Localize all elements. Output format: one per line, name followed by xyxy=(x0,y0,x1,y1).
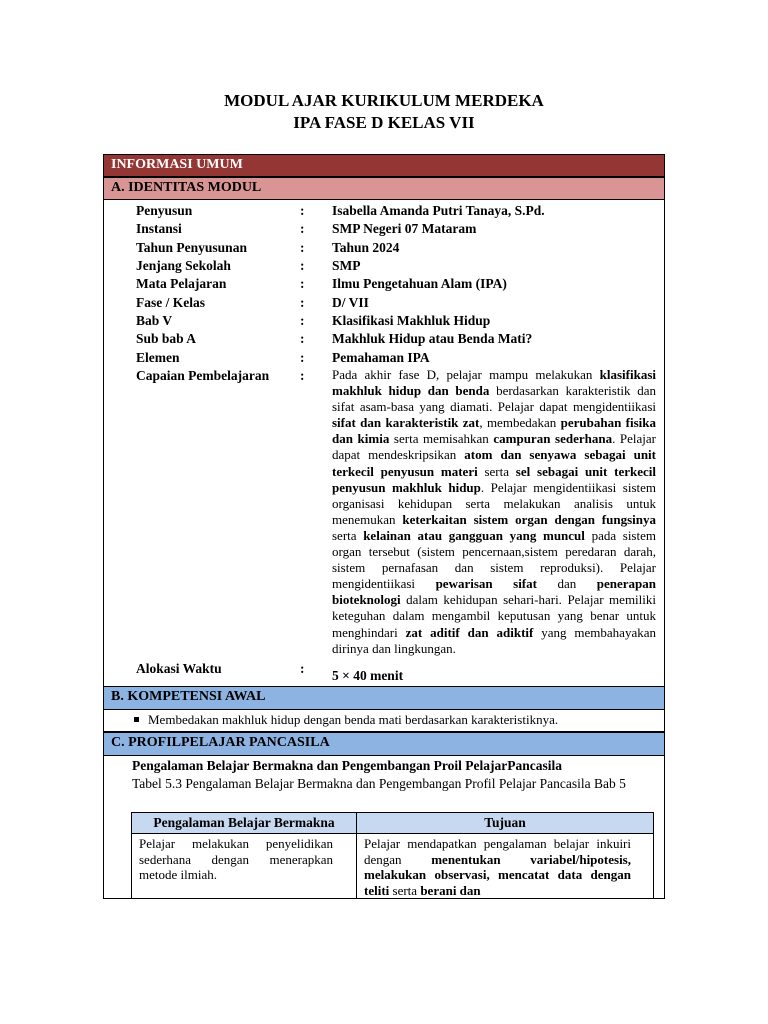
bold-text-segment: keterkaitan sistem organ dengan fungsinya xyxy=(402,511,656,527)
colon-separator: : xyxy=(300,368,305,383)
bold-text-segment: perubahan fisika dan kimia xyxy=(332,415,656,447)
colon-separator: : xyxy=(300,258,305,273)
square-bullet-icon xyxy=(134,717,139,722)
bold-text-segment: menentukan variabel/hipotesis, melakukan observasi, mencatat data dengan teliti xyxy=(364,851,631,898)
colon-separator: : xyxy=(300,203,305,218)
value-elemen: Pemahaman IPA xyxy=(332,350,430,365)
subsection-heading: Pengalaman Belajar Bermakna dan Pengembangan Proil PelajarPancasila xyxy=(132,758,562,773)
doc-title-line2: IPA FASE D KELAS VII xyxy=(293,113,475,132)
label-jenjang-sekolah: Jenjang Sekolah xyxy=(136,258,231,273)
value-bab: Klasifikasi Makhluk Hidup xyxy=(332,313,491,328)
text-segment: serta xyxy=(477,463,516,479)
value-tahun-penyusunan: Tahun 2024 xyxy=(332,240,400,255)
value-mata-pelajaran: Ilmu Pengetahuan Alam (IPA) xyxy=(332,276,507,291)
colon-separator: : xyxy=(300,221,305,236)
text-segment: serta xyxy=(389,882,421,898)
value-penyusun: Isabella Amanda Putri Tanaya, S.Pd. xyxy=(332,203,545,218)
bold-text-segment: pewarisan sifat xyxy=(435,576,537,592)
kompetensi-list-item xyxy=(134,712,558,728)
bold-text-segment: sifat dan karakteristik zat xyxy=(332,415,480,431)
text-segment: Pelajar mendapatkan pengalaman belajar inkuiri dengan xyxy=(364,836,631,867)
colon-separator: : xyxy=(300,661,305,676)
text-segment: , membedakan xyxy=(479,415,561,431)
label-sub-bab: Sub bab A xyxy=(136,331,197,346)
table-header-pengalaman: Pengalaman Belajar Bermakna xyxy=(131,812,357,834)
text-segment: dalam kehidupan sehari-hari. Pelajar memiliki keteguhan dalam mengambil keputusan yang benar untuk menghindari xyxy=(332,592,656,640)
text-segment: serta memisahkan xyxy=(389,431,494,447)
value-sub-bab: Makhluk Hidup atau Benda Mati? xyxy=(332,331,533,346)
colon-separator: : xyxy=(300,313,305,328)
label-capaian-pembelajaran: Capaian Pembelajaran xyxy=(136,368,270,383)
text-segment: Pada akhir fase D, pelajar mampu melakukan xyxy=(332,367,600,382)
text-segment: serta xyxy=(332,527,364,543)
bold-text-segment: kelainan atau gangguan yang muncul xyxy=(363,527,585,543)
label-instansi: Instansi xyxy=(136,221,182,236)
bold-text-segment: penerapan bioteknologi xyxy=(332,576,656,608)
label-bab: Bab V xyxy=(136,313,173,328)
table-cell-border xyxy=(356,834,357,899)
label-alokasi-waktu: Alokasi Waktu xyxy=(136,661,222,676)
label-tahun-penyusunan: Tahun Penyusunan xyxy=(136,240,247,255)
text-segment: . Pelajar dapat mendeskripsikan xyxy=(332,431,657,463)
table-cell-border xyxy=(653,834,654,899)
colon-separator: : xyxy=(300,240,305,255)
bold-text-segment: atom dan senyawa sebagai unit terkecil penyusun materi xyxy=(332,447,656,479)
doc-title-line1: MODUL AJAR KURIKULUM MERDEKA xyxy=(224,91,544,110)
colon-separator: : xyxy=(300,331,305,346)
bold-text-segment: berani dan xyxy=(420,882,481,898)
label-fase-kelas: Fase / Kelas xyxy=(136,295,205,310)
kompetensi-item-text: Membedakan makhluk hidup dengan benda mati berdasarkan karakteristiknya. xyxy=(148,712,559,727)
text-segment: yang membahayakan dirinya dan lingkungan. xyxy=(332,624,656,656)
label-penyusun: Penyusun xyxy=(136,203,193,218)
table-cell-tujuan xyxy=(364,836,631,898)
table-header-tujuan: Tujuan xyxy=(356,812,654,834)
colon-separator: : xyxy=(300,295,305,310)
table-cell-border xyxy=(131,834,132,899)
colon-separator: : xyxy=(300,276,305,291)
text-segment: berdasarkan karakteristik dan sifat asam-basa yang diamati. Pelajar dapat mengidentiikasi xyxy=(332,383,657,415)
value-instansi: SMP Negeri 07 Mataram xyxy=(332,221,477,236)
section-kompetensi-awal: B. KOMPETENSI AWAL xyxy=(104,686,664,710)
table-cell-pengalaman: Pelajar melakukan penyelidikan sederhana dengan menerapkan metode ilmiah. xyxy=(139,836,333,882)
bold-text-segment: campuran sederhana xyxy=(493,431,613,447)
colon-separator: : xyxy=(300,350,305,365)
value-fase-kelas: D/ VII xyxy=(332,295,369,310)
text-segment: pada sistem organ tersebut (sistem pencernaan,sistem peredaran darah, sistem pernafasan dan sistem reproduksi). Pelajar mengidentiikasi xyxy=(332,527,656,592)
value-jenjang-sekolah: SMP xyxy=(332,258,361,273)
capaian-pembelajaran-text xyxy=(332,367,656,657)
label-elemen: Elemen xyxy=(136,350,180,365)
table-caption: Tabel 5.3 Pengalaman Belajar Bermakna dan Pengembangan Profil Pelajar Pancasila Bab 5 xyxy=(132,776,626,791)
label-mata-pelajaran: Mata Pelajaran xyxy=(136,276,227,291)
text-segment: . Pelajar mengidentiikasi sistem organisasi kehidupan serta melakukan analisis untuk menemukan xyxy=(332,479,657,527)
section-identitas-modul: A. IDENTITAS MODUL xyxy=(104,177,664,200)
text-segment: dan xyxy=(536,576,597,592)
bold-text-segment: klasifikasi makhluk hidup dan benda xyxy=(332,367,656,399)
value-alokasi-waktu: 5 × 40 menit xyxy=(332,668,404,683)
bold-text-segment: sel sebagai unit terkecil penyusun makhluk hidup xyxy=(332,463,656,495)
bold-text-segment: zat aditif dan adiktif xyxy=(405,624,534,640)
section-profil-pelajar-pancasila: C. PROFILPELAJAR PANCASILA xyxy=(104,732,664,756)
section-informasi-umum: INFORMASI UMUM xyxy=(104,155,664,177)
